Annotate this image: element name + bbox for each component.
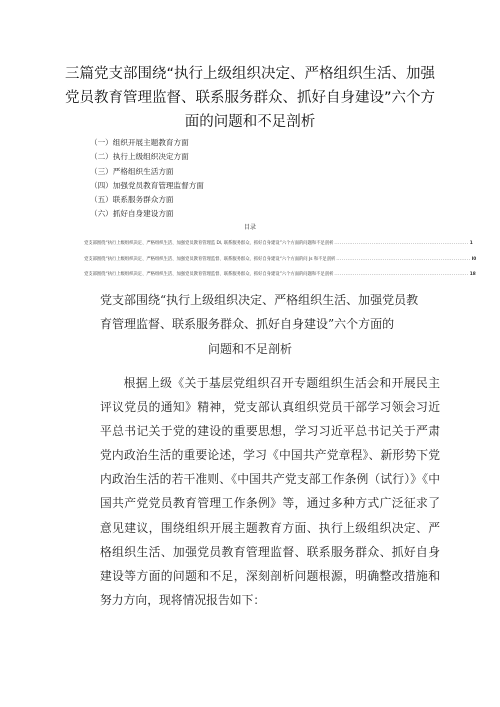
section-item: （一）组织开展主题教育方面 <box>90 138 189 147</box>
title-line-2: 党员教育管理监督、联系服务群众、抓好自身建设”六个方 <box>64 90 435 106</box>
body-heading: 党支部围绕“执行上级组织决定、严格组织生活、加强党员教育管理监督、联系服务群众、抓好自身建设”六个方面的 <box>100 293 419 331</box>
table-of-contents <box>84 236 477 283</box>
body-subheading: 问题和不足剖析 <box>207 342 292 356</box>
toc-entry-page: 18 <box>469 272 476 277</box>
document-title <box>60 62 440 134</box>
toc-entry-text: 党支部围绕“执行上级组织决定、严格组织生活、加强党员教育管理监督、联系服务群众、抓好自身建设”六个方面的问题和不足剖析 <box>84 272 334 277</box>
body-paragraph: 根据上级《关于基层党组织召开专题组织生活会和开展民主评议党员的通知》精神，党支部认真组织党员干部学习领会习近平总书记关于党的建设的重要思想，学习习近平总书记关于严肃党内政治生活的重要论述，学习《中国共产党章程》、新形势下党内政治生活的若干准则、《中国共产党支部工作条例（试行）》《中国共产党党员教育管理工作条例》等，通过多种方式广泛征求了意见建议，围绕组织开展主题教育方面、执行上级组织决定、严格组织生活、加强党员教育管理监督、联系服务群众、抓好自身建设等方面的问题和不足，深刻剖析问题根源，明确整改措施和努力方向，现将情况报告如下： <box>100 376 440 607</box>
toc-entry-text: 党支部围绕“执行上级组织决定、严格组织生活、加强党员教育管理监 Dl, 联系服务群众、抓好自身建设”六个方面的问题和不足剖析 <box>84 241 334 246</box>
toc-entry[interactable] <box>84 267 476 283</box>
section-item: （五）联系服务群众方面 <box>90 195 174 205</box>
section-item: （三）严格组织生活方面 <box>90 166 174 176</box>
toc-entry-page: 1 <box>469 241 473 246</box>
section-item: （四）加强党员教育管理监督方面 <box>90 180 204 190</box>
toc-leader-dots: ........................................................................ <box>336 256 471 262</box>
toc-entry-text: 党支部围绕“执行上级组织决定、严格组织生活、加强党员教育管理监督、联系服务群众、抓好自身建设“六个方面的问 Js 和不足剖析 <box>84 256 336 262</box>
table-of-contents-heading: 目录 <box>243 224 256 231</box>
title-line-3: 面的问题和不足剖析 <box>184 114 316 130</box>
toc-leader-dots: ........................................................................ <box>334 241 469 246</box>
toc-entry[interactable] <box>84 252 477 268</box>
section-item: （六）抓好自身建设方面 <box>90 209 174 219</box>
toc-leader-dots: ........................................................................ <box>334 272 469 277</box>
title-line-1: 三篇党支部围绕“执行上级组织决定、严格组织生活、加强 <box>64 66 435 82</box>
toc-entry[interactable] <box>84 236 473 252</box>
section-item: （二）执行上级组织决定方面 <box>90 152 189 162</box>
section-outline <box>90 136 204 222</box>
toc-entry-page: I0 <box>471 256 477 262</box>
